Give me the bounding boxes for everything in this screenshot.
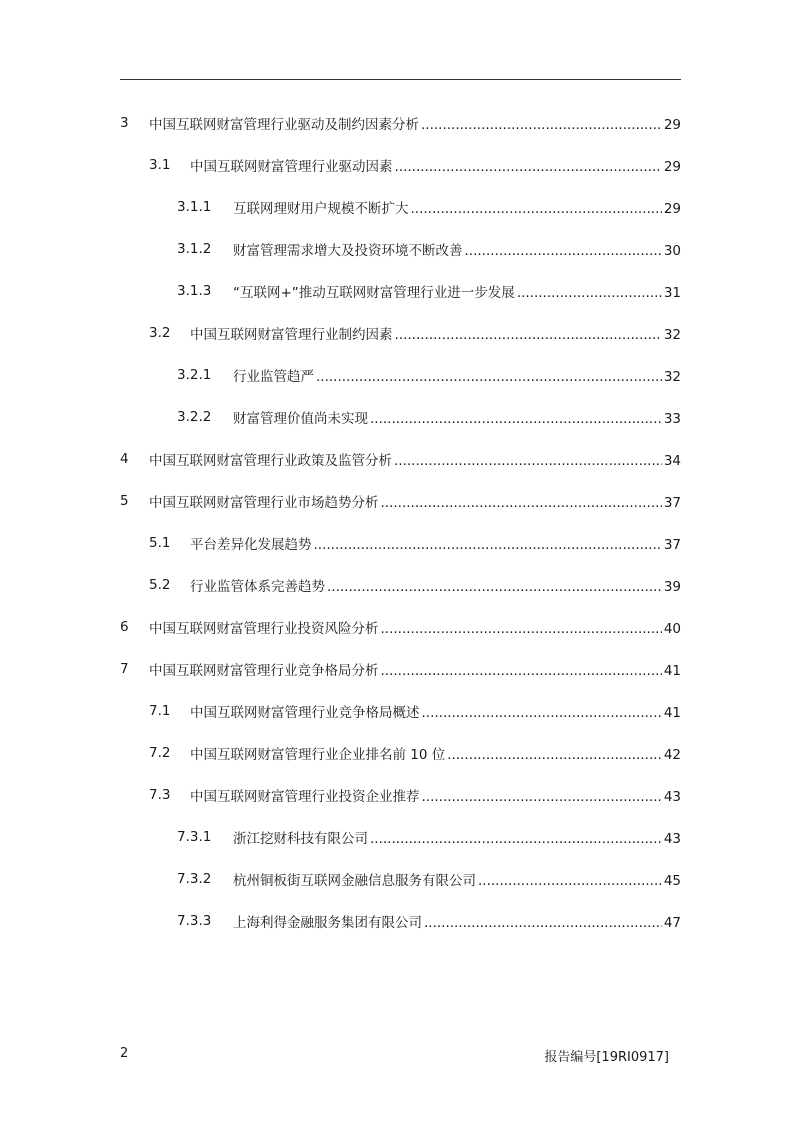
toc-dot-leader [314,537,662,553]
toc-entry-page: 29 [663,201,681,217]
toc-entry-body [233,197,681,217]
toc-entry-title: 财富管理价值尚未实现 [233,411,368,427]
toc-entry-title: 中国互联网财富管理行业投资风险分析 [149,621,379,637]
toc-entry-body [149,617,681,637]
toc-entry-title: 中国互联网财富管理行业制约因素 [190,327,393,343]
toc-entry-number: 7.3.2 [177,871,212,887]
toc-entry-title: 中国互联网财富管理行业政策及监管分析 [149,453,392,469]
toc-entry[interactable] [120,228,681,270]
toc-entry-page: 40 [663,621,681,637]
toc-entry[interactable] [120,648,681,690]
toc-dot-leader [370,831,662,847]
toc-entry[interactable] [120,816,681,858]
toc-entry-number: 7.3.1 [177,829,212,845]
toc-entry-body [149,449,681,469]
toc-entry[interactable] [120,900,681,942]
toc-entry-page: 45 [663,873,681,889]
toc-entry-body [233,239,681,259]
toc-entry-page: 29 [663,117,681,133]
toc-entry-title: 互联网理财用户规模不断扩大 [233,201,409,217]
toc-entry[interactable] [120,858,681,900]
toc-dot-leader [395,159,662,175]
toc-entry-title: 中国互联网财富管理行业竞争格局概述 [190,705,420,721]
toc-dot-leader [394,453,662,469]
toc-entry-page: 41 [663,663,681,679]
toc-entry[interactable] [120,480,681,522]
toc-entry-body [149,491,681,511]
toc-dot-leader [478,873,662,889]
toc-entry-number: 7.1 [149,703,171,719]
toc-dot-leader [381,621,662,637]
toc-entry-body [233,869,681,889]
toc-entry-number: 3.2 [149,325,171,341]
toc-entry-page: 32 [663,369,681,385]
toc-entry-page: 33 [663,411,681,427]
toc-entry-number: 7 [120,661,129,677]
toc-entry-body [233,281,681,301]
toc-entry-number: 3.1.2 [177,241,212,257]
toc-entry-number: 3.2.1 [177,367,212,383]
toc-entry-number: 5.1 [149,535,171,551]
toc-entry-body [233,827,681,847]
toc-entry-page: 41 [663,705,681,721]
toc-entry-page: 37 [663,537,681,553]
toc-entry[interactable] [120,606,681,648]
toc-entry[interactable] [120,102,681,144]
toc-entry-page: 29 [663,159,681,175]
toc-entry-page: 31 [663,285,681,301]
toc-entry[interactable] [120,396,681,438]
toc-dot-leader [424,915,662,931]
toc-entry[interactable] [120,564,681,606]
toc-entry-page: 37 [663,495,681,511]
toc-entry-body [190,701,681,721]
toc-entry[interactable] [120,354,681,396]
toc-dot-leader [411,201,662,217]
toc-entry-title: 上海利得金融服务集团有限公司 [233,915,422,931]
toc-entry[interactable] [120,144,681,186]
toc-entry-number: 6 [120,619,129,635]
toc-dot-leader [381,663,662,679]
toc-dot-leader [370,411,662,427]
toc-entry-title: 杭州铜板街互联网金融信息服务有限公司 [233,873,476,889]
toc-entry-page: 43 [663,789,681,805]
toc-entry-page: 43 [663,831,681,847]
toc-entry-page: 34 [663,453,681,469]
toc-entry-title: 浙江挖财科技有限公司 [233,831,368,847]
toc-entry-number: 3.1.1 [177,199,212,215]
toc-entry-number: 4 [120,451,129,467]
toc-entry-number: 3.2.2 [177,409,212,425]
toc-entry-number: 7.3 [149,787,171,803]
toc-entry-title: 中国互联网财富管理行业驱动因素 [190,159,393,175]
toc-entry-page: 47 [663,915,681,931]
toc-dot-leader [517,285,662,301]
toc-entry-body [149,113,681,133]
toc-entry[interactable] [120,732,681,774]
toc-entry-page: 39 [663,579,681,595]
footer-report-code: 报告编号[19RI0917] [544,1050,669,1065]
toc-entry-title: 平台差异化发展趋势 [190,537,312,553]
toc-entry-body [190,743,681,763]
toc-entry-number: 5 [120,493,129,509]
toc-entry-body [190,575,681,595]
toc-entry-title: 中国互联网财富管理行业市场趋势分析 [149,495,379,511]
toc-dot-leader [316,369,662,385]
toc-entry-page: 32 [663,327,681,343]
toc-entry[interactable] [120,186,681,228]
toc-entry-body [190,155,681,175]
toc-entry-page: 42 [663,747,681,763]
toc-entry[interactable] [120,774,681,816]
toc-entry-body [233,407,681,427]
toc-entry-title: 行业监管体系完善趋势 [190,579,325,595]
toc-dot-leader [327,579,662,595]
toc-entry-body [149,659,681,679]
toc-entry-title: 中国互联网财富管理行业投资企业推荐 [190,789,420,805]
footer-page-number: 2 [120,1046,129,1061]
toc-dot-leader [421,117,662,133]
toc-dot-leader [422,789,662,805]
toc-entry-body [190,785,681,805]
toc-entry-number: 3.1.3 [177,283,212,299]
toc-entry-body [233,911,681,931]
toc-entry-title: 行业监管趋严 [233,369,314,385]
table-of-contents [120,102,681,942]
toc-entry-number: 3.1 [149,157,171,173]
toc-entry[interactable] [120,690,681,732]
toc-dot-leader [447,747,662,763]
toc-entry-title: 中国互联网财富管理行业驱动及制约因素分析 [149,117,419,133]
toc-entry-body [190,533,681,553]
toc-entry[interactable] [120,522,681,564]
header-rule [120,79,681,80]
toc-entry-number: 7.3.3 [177,913,212,929]
toc-entry-title: “互联网+”推动互联网财富管理行业进一步发展 [233,285,515,301]
toc-entry[interactable] [120,270,681,312]
toc-dot-leader [422,705,662,721]
toc-dot-leader [395,327,662,343]
toc-entry-body [233,365,681,385]
toc-dot-leader [381,495,662,511]
toc-entry-number: 3 [120,115,129,131]
toc-entry-title: 中国互联网财富管理行业企业排名前 10 位 [190,747,446,763]
toc-entry-number: 7.2 [149,745,171,761]
toc-entry-page: 30 [663,243,681,259]
toc-entry-number: 5.2 [149,577,171,593]
toc-entry-body [190,323,681,343]
toc-entry-title: 财富管理需求增大及投资环境不断改善 [233,243,463,259]
toc-entry[interactable] [120,312,681,354]
toc-dot-leader [465,243,662,259]
toc-entry-title: 中国互联网财富管理行业竞争格局分析 [149,663,379,679]
toc-entry[interactable] [120,438,681,480]
